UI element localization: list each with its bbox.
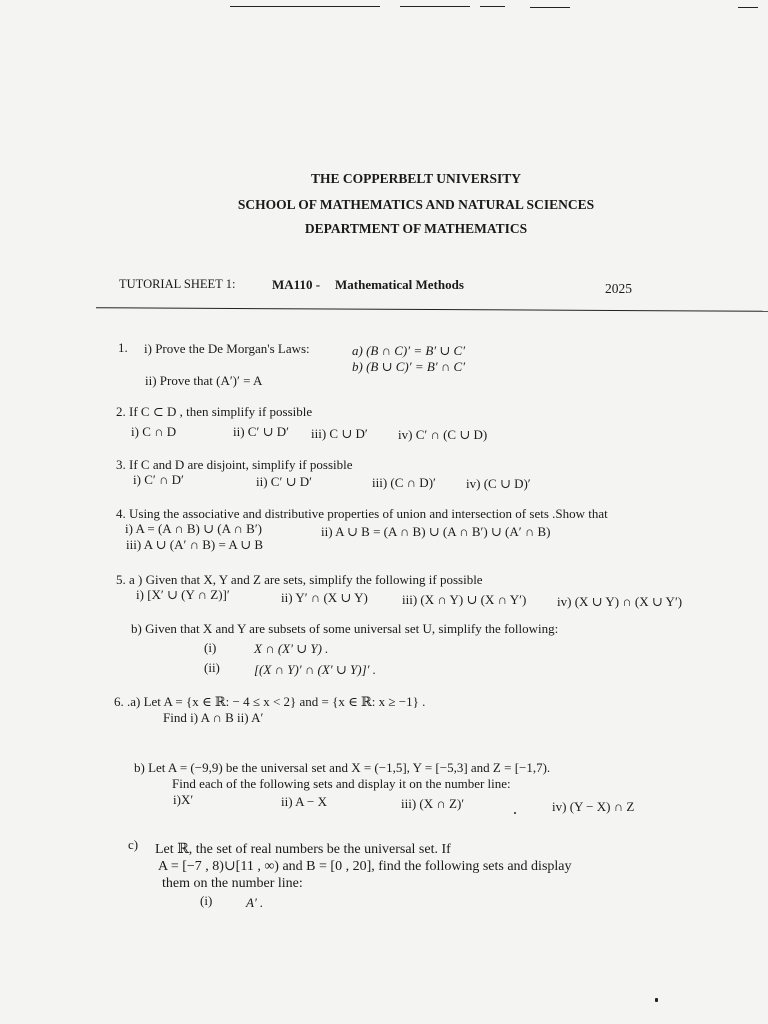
top-scan-line	[530, 7, 570, 8]
top-scan-line	[400, 6, 470, 7]
q1-law-a: a) (B ∩ C)′ = B′ ∪ C′	[352, 343, 466, 358]
sheet-label: TUTORIAL SHEET 1:	[119, 277, 236, 291]
q2-stem: 2. If C ⊂ D , then simplify if possible	[116, 404, 313, 419]
scan-speck	[514, 812, 516, 814]
q5-a-iii: iii) (X ∩ Y) ∪ (X ∩ Y′)	[402, 592, 527, 607]
q5-stem-b: b) Given that X and Y are subsets of some universal set U, simplify the following:	[131, 621, 559, 636]
q4-iii: iii) A ∪ (A′ ∩ B) = A ∪ B	[126, 537, 264, 552]
q5-b-ii: [(X ∩ Y)′ ∩ (X′ ∪ Y)]′ .	[254, 662, 376, 677]
university-name: THE COPPERBELT UNIVERSITY	[310, 171, 522, 186]
q2-iii: iii) C ∪ D′	[311, 426, 368, 441]
department-name: DEPARTMENT OF MATHEMATICS	[304, 221, 528, 236]
q4-i: i) A = (A ∩ B) ∪ (A ∩ B′)	[125, 521, 262, 536]
q6-c-line1: Let ℝ, the set of real numbers be the universal set. If	[155, 842, 451, 857]
q6-b-iv: iv) (Y − X) ∩ Z	[552, 799, 635, 814]
course-name: Mathematical Methods	[335, 277, 464, 292]
top-scan-line	[230, 6, 380, 7]
q4-ii: ii) A ∪ B = (A ∩ B) ∪ (A ∩ B′) ∪ (A′ ∩ B)	[321, 524, 551, 539]
q5-b-i: X ∩ (X′ ∪ Y) .	[254, 641, 329, 656]
q1-number: 1.	[118, 340, 128, 355]
q6-a-find: Find i) A ∩ B ii) A′	[163, 710, 264, 725]
q5-b-i-label: (i)	[204, 640, 217, 655]
q3-i: i) C′ ∩ D′	[133, 472, 184, 487]
q3-stem: 3. If C and D are disjoint, simplify if possible	[116, 457, 353, 472]
top-scan-line	[738, 7, 758, 8]
q2-i: i) C ∩ D	[131, 424, 177, 439]
q2-iv: iv) C′ ∩ (C ∪ D)	[398, 427, 488, 442]
q6-c-i: A′ .	[246, 895, 264, 910]
q5-a-iv: iv) (X ∪ Y) ∩ (X ∪ Y′)	[557, 594, 683, 609]
q5-b-ii-label: (ii)	[204, 660, 220, 675]
q6-b-stem: b) Let A = (−9,9) be the universal set and X = (−1,5], Y = [−5,3] and Z = [−1,7).	[134, 760, 551, 775]
q6-b-ii: ii) A − X	[281, 794, 327, 809]
q6-c-i-label: (i)	[200, 893, 213, 908]
q2-ii: ii) C′ ∪ D′	[233, 424, 289, 439]
q6-c-line3: them on the number line:	[162, 876, 303, 891]
q5-stem-a: 5. a ) Given that X, Y and Z are sets, simplify the following if possible	[116, 572, 483, 587]
q6-c-label: c)	[128, 837, 139, 852]
q1-i-text: i) Prove the De Morgan's Laws:	[144, 341, 310, 356]
q6-c-line2: A = [−7 , 8)∪[11 , ∞) and B = [0 , 20], find the following sets and display	[158, 859, 572, 874]
q3-ii: ii) C′ ∪ D′	[256, 474, 312, 489]
q3-iii: iii) (C ∩ D)′	[372, 475, 436, 490]
q6-b-iii: iii) (X ∩ Z)′	[401, 796, 465, 811]
sheet-year: 2025	[605, 281, 632, 296]
school-name: SCHOOL OF MATHEMATICS AND NATURAL SCIENCES	[237, 197, 595, 212]
top-scan-line	[480, 6, 505, 7]
q5-a-i: i) [X′ ∪ (Y ∩ Z)]′	[136, 587, 230, 602]
q1-law-b: b) (B ∪ C)′ = B′ ∩ C′	[352, 359, 466, 374]
q6-b-i: i)X′	[173, 792, 194, 807]
q5-a-ii: ii) Y′ ∩ (X ∪ Y)	[281, 590, 368, 605]
header-divider	[96, 307, 768, 312]
course-code: MA110 -	[272, 277, 321, 292]
q6-a-stem: 6. .a) Let A = {x ∈ ℝ: − 4 ≤ x < 2} and = {x ∈ ℝ: x ≥ −1} .	[114, 694, 426, 709]
q4-stem: 4. Using the associative and distributive properties of union and intersection of sets .Show that	[116, 506, 608, 521]
q1-ii: ii) Prove that (A′)′ = A	[145, 373, 263, 388]
scan-speck	[655, 998, 658, 1002]
q3-iv: iv) (C ∪ D)′	[466, 476, 531, 491]
q6-b-find: Find each of the following sets and display it on the number line:	[172, 776, 511, 791]
